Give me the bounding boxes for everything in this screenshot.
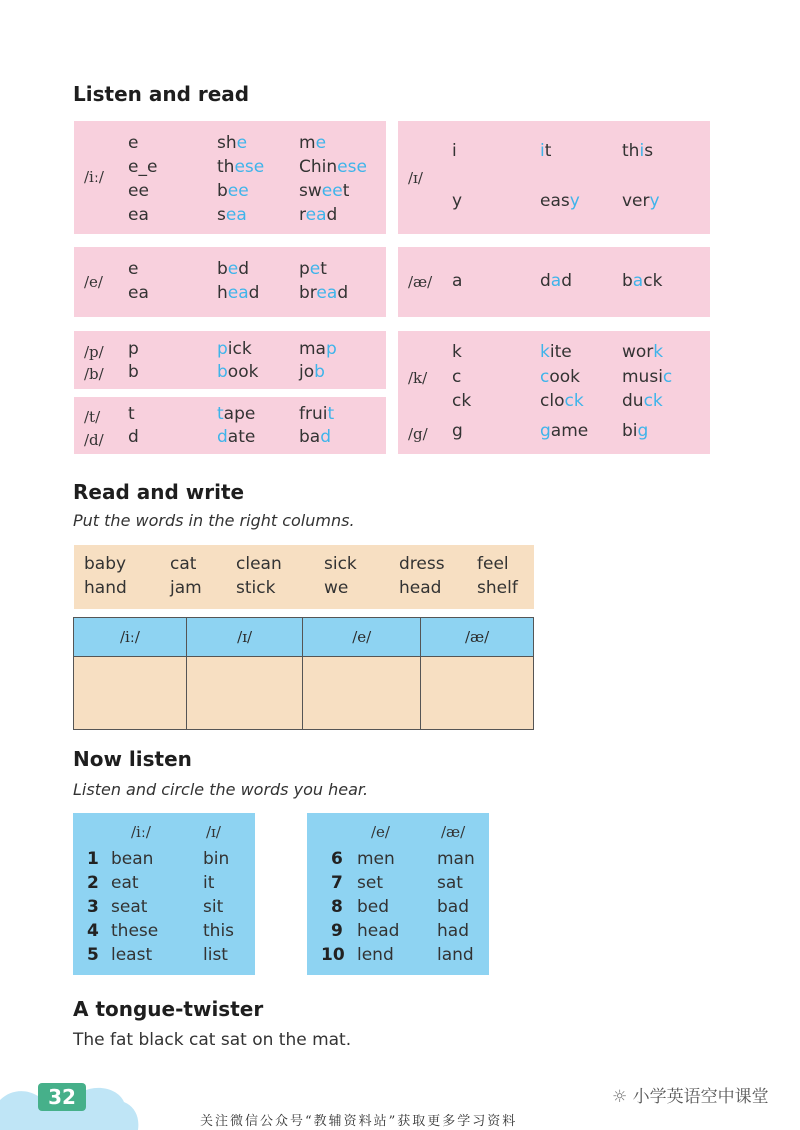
listen-word[interactable]: had (437, 921, 469, 941)
letters: d (128, 427, 139, 447)
letters: ea (128, 283, 149, 303)
item-number: 3 (87, 897, 99, 917)
listen-word[interactable]: this (203, 921, 235, 941)
answer-cell[interactable] (186, 657, 303, 730)
column-header: /ɪ/ (186, 618, 303, 657)
letters: y (452, 191, 463, 211)
word-bank-word: sick (324, 554, 357, 574)
example-word: date (217, 427, 256, 447)
listen-word[interactable]: bin (203, 849, 230, 869)
word-bank-word: cat (170, 554, 197, 574)
example-word: work (622, 342, 664, 362)
listen-word[interactable]: land (437, 945, 474, 965)
phonics-box-ee (74, 121, 386, 234)
letters: ea (128, 205, 149, 225)
listen-word[interactable]: lend (357, 945, 394, 965)
example-word: job (299, 362, 325, 382)
example-word: she (217, 133, 248, 153)
example-word: music (622, 367, 673, 387)
phonetic-symbol: /d/ (84, 431, 104, 449)
example-word: tape (217, 404, 256, 424)
example-word: bee (217, 181, 249, 201)
listen-box-left (73, 813, 255, 975)
example-word: kite (540, 342, 572, 362)
example-word: me (299, 133, 327, 153)
phonetic-header: /æ/ (441, 823, 466, 841)
listen-word[interactable]: seat (111, 897, 148, 917)
instruction-read-write: Put the words in the right columns. (73, 511, 355, 530)
phonics-box-pb (74, 331, 386, 389)
item-number: 8 (331, 897, 343, 917)
example-word: this (622, 141, 654, 161)
phonics-box-i (398, 121, 710, 234)
example-word: head (217, 283, 260, 303)
phonetic-symbol: /t/ (84, 408, 101, 426)
example-word: duck (622, 391, 663, 411)
example-word: pick (217, 339, 252, 359)
letters: a (452, 271, 463, 291)
listen-word[interactable]: these (111, 921, 159, 941)
example-word: very (622, 191, 660, 211)
listen-word[interactable]: head (357, 921, 400, 941)
example-word: it (540, 141, 552, 161)
item-number: 10 (321, 945, 345, 965)
item-number: 6 (331, 849, 343, 869)
section-title-listen-read: Listen and read (73, 82, 250, 106)
listen-word[interactable]: least (111, 945, 153, 965)
listen-word[interactable]: sat (437, 873, 463, 893)
section-title-read-write: Read and write (73, 480, 245, 504)
section-title-now-listen: Now listen (73, 747, 192, 771)
word-bank (74, 545, 534, 609)
letters: k (452, 342, 462, 362)
item-number: 7 (331, 873, 343, 893)
word-bank-word: baby (84, 554, 127, 574)
brand-watermark (612, 1082, 769, 1107)
phonetic-header: /ɪ/ (206, 823, 221, 841)
listen-word[interactable]: it (203, 873, 215, 893)
page-number: 32 (38, 1083, 86, 1111)
tongue-twister-text: The fat black cat sat on the mat. (73, 1030, 352, 1050)
example-word: sweet (299, 181, 350, 201)
word-bank-word: we (324, 578, 349, 598)
item-number: 1 (87, 849, 99, 869)
item-number: 2 (87, 873, 99, 893)
letters: e (128, 259, 139, 279)
phonetic-symbol: /b/ (84, 365, 104, 383)
column-header: /e/ (303, 618, 421, 657)
word-bank-word: jam (170, 578, 202, 598)
example-word: big (622, 421, 649, 441)
item-number: 4 (87, 921, 99, 941)
example-word: pet (299, 259, 327, 279)
footer-note: 关注微信公众号“教辅资料站”获取更多学习资料 (200, 1114, 518, 1129)
answer-cell[interactable] (421, 657, 534, 730)
listen-word[interactable]: sit (203, 897, 224, 917)
phonetic-header: /e/ (371, 823, 390, 841)
example-word: map (299, 339, 337, 359)
example-word: dad (540, 271, 573, 291)
phonics-box-e (74, 247, 386, 317)
listen-word[interactable]: eat (111, 873, 139, 893)
phonics-box-ae (398, 247, 710, 317)
section-title-tongue-twister: A tongue-twister (73, 997, 264, 1021)
letters: e (128, 133, 139, 153)
example-word: back (622, 271, 663, 291)
answer-cell[interactable] (303, 657, 421, 730)
listen-word[interactable]: bad (437, 897, 469, 917)
word-bank-word: hand (84, 578, 127, 598)
example-word: book (217, 362, 259, 382)
word-bank-word: stick (236, 578, 276, 598)
letters: t (128, 404, 135, 424)
word-bank-word: feel (477, 554, 509, 574)
letters: c (452, 367, 462, 387)
letters: i (452, 141, 457, 161)
example-word: read (299, 205, 338, 225)
example-word: easy (540, 191, 580, 211)
letters: g (452, 421, 463, 441)
column-header: /æ/ (421, 618, 534, 657)
listen-word[interactable]: set (357, 873, 383, 893)
phonetic-symbol: /e/ (84, 273, 103, 291)
letters: ck (452, 391, 472, 411)
listen-word[interactable]: bed (357, 897, 390, 917)
phonetic-header: /iː/ (131, 823, 151, 841)
example-word: bread (299, 283, 349, 303)
phonetic-symbol: /iː/ (84, 168, 104, 186)
phonics-box-kg (398, 331, 710, 454)
item-number: 5 (87, 945, 99, 965)
example-word: sea (217, 205, 247, 225)
letters: ee (128, 181, 149, 201)
phonics-box-td (74, 397, 386, 454)
listen-word[interactable]: man (437, 849, 475, 869)
sorting-table (73, 617, 534, 730)
example-word: these (217, 157, 265, 177)
phonetic-symbol: /g/ (408, 425, 428, 443)
example-word: bed (217, 259, 250, 279)
word-bank-word: head (399, 578, 442, 598)
word-bank-word: clean (236, 554, 282, 574)
example-word: bad (299, 427, 332, 447)
letters: b (128, 362, 139, 382)
example-word: clock (540, 391, 584, 411)
phonetic-symbol: /æ/ (408, 273, 433, 291)
listen-word[interactable]: men (357, 849, 395, 869)
phonetic-symbol: /ɪ/ (408, 169, 423, 187)
chat-icon: ☼ (612, 1087, 628, 1107)
brand-name: 小学英语空中课堂 (632, 1087, 769, 1107)
example-word: game (540, 421, 589, 441)
column-header: /iː/ (74, 618, 187, 657)
letters: e_e (128, 157, 158, 177)
instruction-now-listen: Listen and circle the words you hear. (73, 780, 369, 799)
phonetic-symbol: /k/ (408, 369, 428, 387)
listen-word[interactable]: bean (111, 849, 154, 869)
answer-cell[interactable] (74, 657, 187, 730)
example-word: cook (540, 367, 581, 387)
word-bank-word: shelf (477, 578, 518, 598)
word-bank-word: dress (399, 554, 445, 574)
example-word: Chinese (299, 157, 367, 177)
listen-box-right (307, 813, 489, 975)
phonetic-symbol: /p/ (84, 343, 104, 361)
item-number: 9 (331, 921, 343, 941)
listen-word[interactable]: list (203, 945, 228, 965)
example-word: fruit (299, 404, 335, 424)
letters: p (128, 339, 139, 359)
